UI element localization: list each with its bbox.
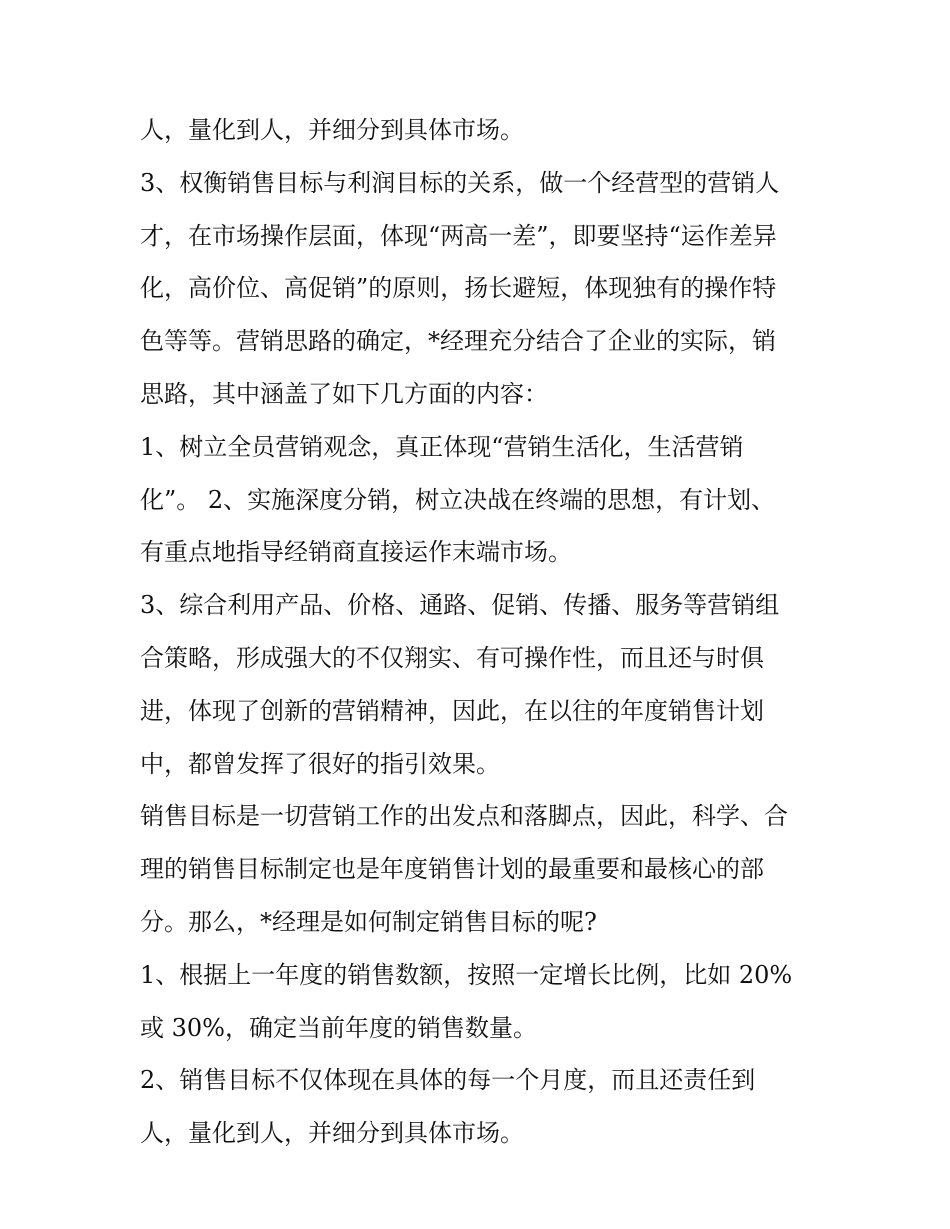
text-line: 3、权衡销售目标与利润目标的关系，做一个经营型的营销人 <box>140 168 780 197</box>
text-line: 中，都曾发挥了很好的指引效果。 <box>140 749 500 778</box>
text-line: 2、销售目标不仅体现在具体的每一个月度，而且还责任到 <box>140 1066 756 1095</box>
text-line: 才，在市场操作层面，体现“两高一差”，即要坚持“运作差异 <box>140 221 777 250</box>
text-line: 1、树立全员营销观念，真正体现“营销生活化，生活营销 <box>140 432 744 461</box>
text-line: 进，体现了创新的营销精神，因此，在以往的年度销售计划 <box>140 696 764 725</box>
text-line: 分。那么，*经理是如何制定销售目标的呢? <box>140 907 597 936</box>
text-line: 理的销售目标制定也是年度销售计划的最重要和最核心的部 <box>140 855 764 884</box>
text-line: 有重点地指导经销商直接运作末端市场。 <box>140 538 572 567</box>
body-text <box>140 104 830 1160</box>
text-line: 3、综合利用产品、价格、通路、促销、传播、服务等营销组 <box>140 591 780 620</box>
text-line: 色等等。营销思路的确定，*经理充分结合了企业的实际，销 <box>140 327 776 356</box>
text-line: 化”。 2、实施深度分销，树立决战在终端的思想，有计划、 <box>140 485 776 514</box>
text-line: 思路，其中涵盖了如下几方面的内容： <box>140 379 548 408</box>
text-line: 销售目标是一切营销工作的出发点和落脚点，因此，科学、合 <box>140 802 788 831</box>
text-line: 人，量化到人，并细分到具体市场。 <box>140 116 524 144</box>
text-line: 或 30%，确定当前年度的销售数量。 <box>140 1013 537 1042</box>
text-line: 合策略，形成强大的不仅翔实、有可操作性，而且还与时俱 <box>140 643 764 672</box>
text-line: 化，高价位、高促销”的原则，扬长避短，体现独有的操作特 <box>140 274 777 303</box>
text-line: 人，量化到人，并细分到具体市场。 <box>140 1119 524 1148</box>
text-line: 1、根据上一年度的销售数额，按照一定增长比例，比如 20% <box>140 960 793 989</box>
